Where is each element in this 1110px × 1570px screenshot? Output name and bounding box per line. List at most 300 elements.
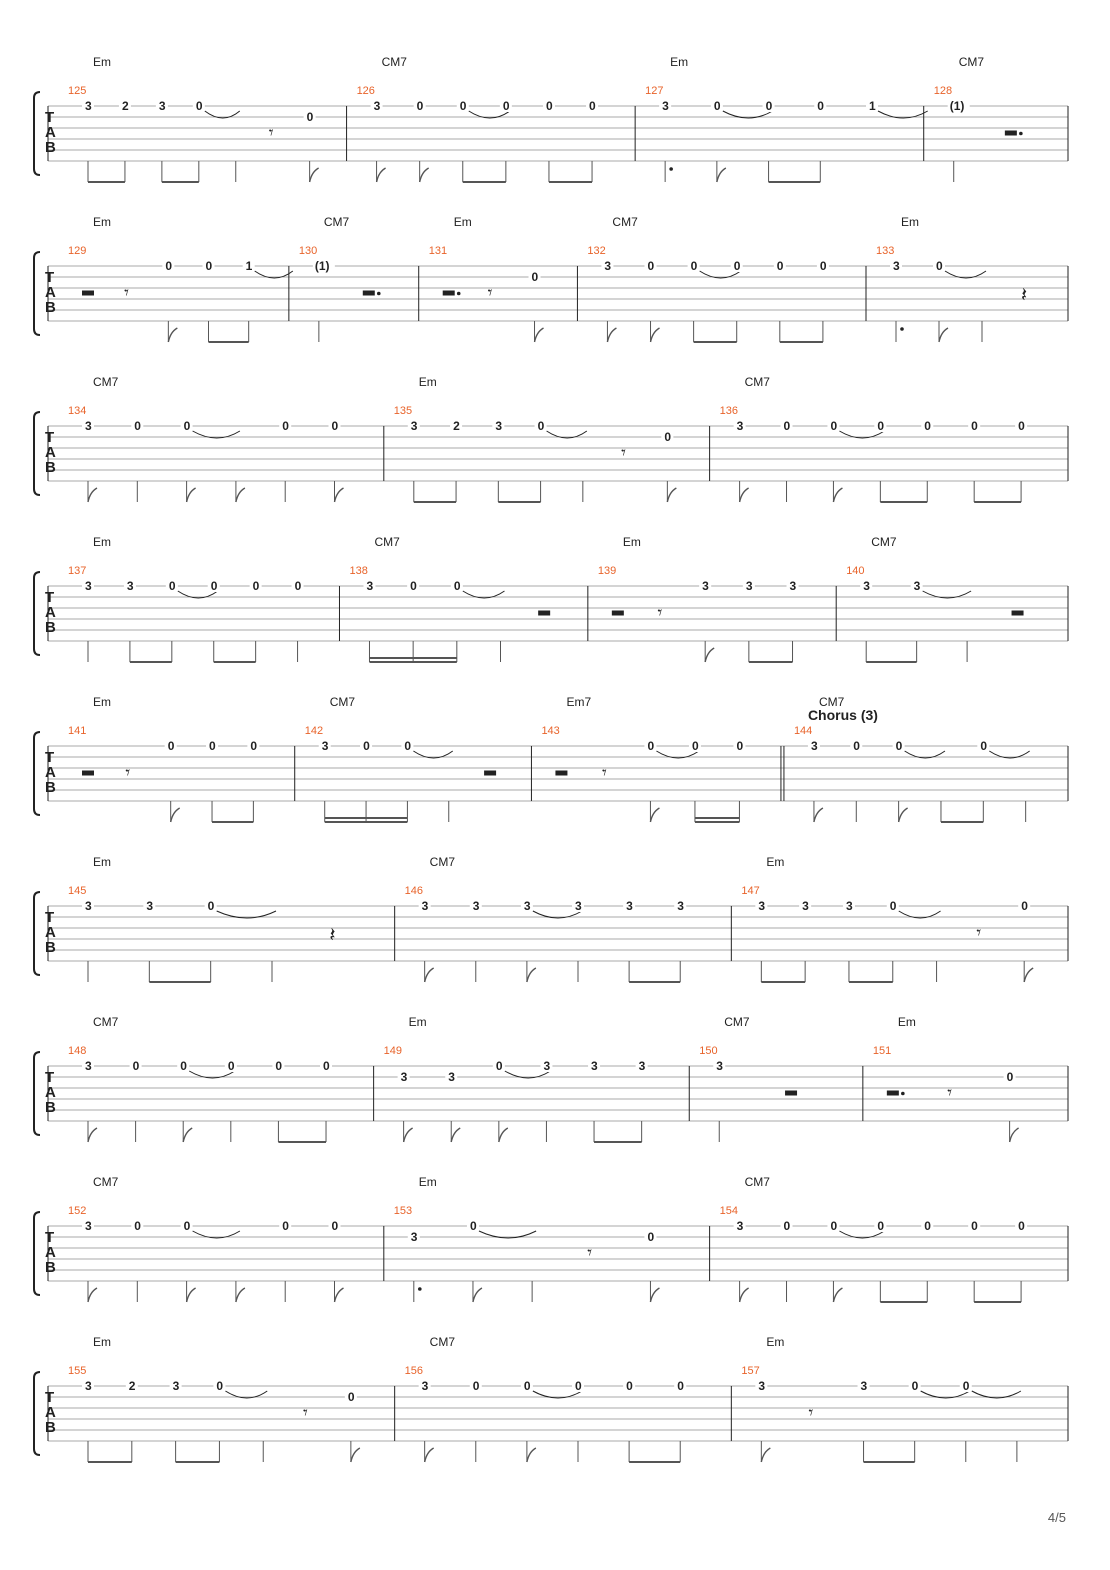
fret-number: 0 — [227, 1059, 235, 1073]
note-flag — [425, 968, 434, 982]
chord-name: CM7 — [744, 375, 770, 389]
eighth-rest: 𝄾 — [621, 442, 626, 463]
fret-number: 3 — [702, 579, 709, 593]
note-flag — [650, 808, 659, 822]
measure-number: 153 — [393, 1205, 413, 1217]
chord-name: CM7 — [93, 375, 119, 389]
fret-number: 3 — [158, 99, 166, 113]
fret-number: 0 — [626, 1379, 633, 1393]
chord-name: Em — [418, 375, 437, 389]
fret-number: 3 — [604, 259, 612, 273]
fret-number: 0 — [165, 259, 173, 273]
fret-number: 0 — [817, 99, 824, 113]
measure-number: 142 — [304, 725, 324, 737]
fret-number: 0 — [783, 1219, 791, 1233]
fret-number: 0 — [209, 739, 216, 753]
fret-number: 3 — [172, 1379, 180, 1393]
note-flag — [651, 328, 660, 342]
fret-number: 0 — [830, 1219, 838, 1233]
note-flag — [1024, 968, 1033, 982]
tab-clef-letter: T — [45, 909, 55, 926]
tab-clef-letter: T — [45, 269, 55, 286]
note-flag — [335, 1288, 344, 1302]
note-flag — [833, 488, 842, 502]
fret-number: 0 — [783, 419, 791, 433]
fret-number: 0 — [132, 1059, 140, 1073]
fret-number: 0 — [647, 1230, 655, 1244]
note-flag — [717, 168, 726, 182]
note-flag — [740, 488, 749, 502]
rest-dot — [377, 292, 381, 296]
note-flag — [607, 328, 616, 342]
tab-clef-letter: T — [45, 109, 55, 126]
measure-number: 132 — [587, 245, 606, 257]
chord-name: CM7 — [429, 1335, 456, 1349]
fret-number: 0 — [691, 739, 699, 753]
fret-number: 3 — [860, 1379, 868, 1393]
fret-number: 3 — [85, 99, 92, 113]
fret-number: 3 — [472, 899, 480, 913]
fret-number: 0 — [776, 259, 784, 273]
note-flag — [939, 328, 948, 342]
chord-name: CM7 — [429, 855, 456, 869]
quarter-rest: 𝄽 — [1021, 284, 1028, 307]
fret-number: 0 — [210, 579, 218, 593]
tab-clef-letter: A — [45, 924, 56, 941]
measure-number: 138 — [349, 565, 368, 577]
tab-clef-letter: A — [45, 444, 56, 461]
measure-number: 139 — [597, 565, 617, 577]
chord-name: CM7 — [744, 1175, 770, 1189]
fret-number: 0 — [936, 259, 943, 273]
fret-number: 0 — [168, 579, 176, 593]
fret-number: 3 — [126, 579, 134, 593]
fret-number: 0 — [469, 1219, 477, 1233]
tab-clef-letter: B — [45, 939, 56, 956]
note-flag — [171, 808, 180, 822]
eighth-rest: 𝄾 — [657, 602, 663, 623]
eighth-rest: 𝄾 — [125, 762, 131, 783]
note-flag — [335, 488, 344, 502]
fret-number: 0 — [183, 419, 191, 433]
system-bracket — [34, 412, 40, 495]
rest-dot — [457, 292, 461, 296]
half-rest — [612, 611, 624, 616]
fret-number: 3 — [321, 739, 329, 753]
fret-number: 0 — [690, 259, 698, 273]
measure-number: 137 — [68, 565, 87, 577]
note-flag — [761, 1448, 770, 1462]
fret-number: 3 — [85, 419, 92, 433]
eighth-rest: 𝄾 — [587, 1242, 593, 1263]
fret-number: 0 — [404, 739, 412, 753]
measure-number: 136 — [719, 405, 738, 417]
fret-number: 3 — [448, 1070, 455, 1084]
note-dot — [669, 167, 673, 171]
fret-number: 0 — [282, 1219, 289, 1233]
fret-number: 0 — [250, 739, 258, 753]
measure-number: 149 — [383, 1045, 402, 1057]
fret-number: 3 — [85, 1379, 92, 1393]
chord-name: Em — [93, 695, 111, 709]
note-flag — [814, 808, 823, 822]
fret-number: 0 — [819, 259, 827, 273]
fret-number: 0 — [331, 419, 339, 433]
chord-name: Em — [93, 535, 111, 549]
fret-number: 0 — [971, 1219, 978, 1233]
chord-name: Em — [670, 55, 689, 69]
fret-number: 0 — [472, 1379, 480, 1393]
system-bracket — [34, 1372, 40, 1455]
section-marker: Chorus (3) — [807, 707, 878, 723]
note-flag — [499, 1128, 508, 1142]
measure-number: 157 — [741, 1365, 760, 1377]
fret-number: 1 — [245, 259, 253, 273]
eighth-rest: 𝄾 — [124, 282, 129, 303]
fret-number: 3 — [373, 99, 381, 113]
fret-number: 0 — [531, 270, 539, 284]
fret-number: 3 — [421, 899, 429, 913]
measure-number: 150 — [699, 1045, 718, 1057]
fret-number: 0 — [647, 739, 655, 753]
fret-number: 0 — [134, 1219, 141, 1233]
measure-number: 144 — [793, 725, 813, 737]
half-rest — [443, 291, 455, 296]
fret-number: 1 — [869, 99, 876, 113]
tab-clef-letter: A — [45, 124, 56, 141]
half-rest — [363, 291, 375, 296]
fret-number: 3 — [893, 259, 900, 273]
fret-number: 3 — [146, 899, 154, 913]
note-flag — [377, 168, 386, 182]
chord-name: Em — [622, 535, 641, 549]
fret-number: 0 — [980, 739, 987, 753]
note-flag — [310, 168, 319, 182]
fret-number: 0 — [1006, 1070, 1014, 1084]
fret-number: 3 — [410, 419, 418, 433]
note-flag — [535, 328, 544, 342]
measure-number: 146 — [404, 885, 424, 897]
fret-number: 0 — [647, 259, 655, 273]
measure-number: 125 — [68, 85, 87, 97]
fret-number: 3 — [802, 899, 809, 913]
measure-number: 133 — [876, 245, 895, 257]
note-flag — [833, 1288, 842, 1302]
fret-number: 3 — [85, 1219, 92, 1233]
fret-number: 0 — [453, 579, 461, 593]
fret-number: 0 — [347, 1390, 355, 1404]
tab-clef-letter: A — [45, 284, 56, 301]
note-flag — [420, 168, 429, 182]
tab-clef-letter: B — [45, 1099, 56, 1116]
measure-number: 127 — [645, 85, 664, 97]
measure-number: 131 — [428, 245, 448, 257]
fret-number: 3 — [810, 739, 818, 753]
chord-name: CM7 — [93, 1175, 119, 1189]
fret-number: 3 — [913, 579, 921, 593]
fret-number: 0 — [589, 99, 596, 113]
chord-name: Em — [766, 855, 785, 869]
fret-number: 3 — [575, 899, 582, 913]
chord-name: CM7 — [323, 215, 350, 229]
note-flag — [667, 488, 676, 502]
fret-number: 0 — [331, 1219, 339, 1233]
tab-clef-letter: T — [45, 749, 55, 766]
chord-name: Em — [93, 55, 111, 69]
fret-number: 0 — [537, 419, 545, 433]
fret-number: 3 — [366, 579, 374, 593]
fret-number: 0 — [765, 99, 773, 113]
fret-number: 0 — [252, 579, 260, 593]
note-flag — [473, 1288, 482, 1302]
tab-clef-letter: A — [45, 1084, 56, 1101]
chord-name: Em — [453, 215, 472, 229]
fret-number: 0 — [205, 259, 213, 273]
note-flag — [425, 1448, 434, 1462]
fret-number: 3 — [736, 1219, 744, 1233]
page-number: 4/5 — [1047, 1510, 1066, 1525]
tab-clef-letter: B — [45, 779, 56, 796]
chord-name: CM7 — [871, 535, 897, 549]
tab-clef-letter: T — [45, 1229, 55, 1246]
system-bracket — [34, 92, 40, 175]
fret-number: 0 — [1018, 419, 1025, 433]
fret-number: 0 — [275, 1059, 283, 1073]
quarter-rest: 𝄽 — [329, 924, 336, 947]
fret-number: 3 — [400, 1070, 408, 1084]
half-rest — [1012, 611, 1024, 616]
half-rest — [887, 1091, 899, 1096]
fret-number: (1) — [314, 259, 330, 273]
tab-clef-letter: B — [45, 1419, 56, 1436]
tab-clef-letter: B — [45, 459, 56, 476]
note-flag — [168, 328, 177, 342]
note-flag — [1010, 1128, 1019, 1142]
note-flag — [183, 1128, 192, 1142]
fret-number: 3 — [495, 419, 503, 433]
fret-number: 0 — [853, 739, 860, 753]
measure-number: 134 — [68, 405, 87, 417]
tab-clef-letter: B — [45, 1259, 56, 1276]
fret-number: 3 — [863, 579, 870, 593]
chord-name: Em — [766, 1335, 785, 1349]
note-flag — [236, 488, 245, 502]
chord-name: Em — [93, 855, 111, 869]
fret-number: 0 — [207, 899, 215, 913]
note-flag — [527, 1448, 536, 1462]
half-rest — [1005, 131, 1017, 136]
fret-number: 0 — [459, 99, 467, 113]
half-rest — [538, 611, 550, 616]
measure-number: 130 — [298, 245, 318, 257]
fret-number: 3 — [421, 1379, 429, 1393]
note-flag — [351, 1448, 360, 1462]
note-dot — [900, 327, 904, 331]
measure-number: 126 — [356, 85, 375, 97]
half-rest — [555, 771, 567, 776]
chord-name: CM7 — [612, 215, 638, 229]
note-flag — [88, 488, 97, 502]
fret-number: 3 — [591, 1059, 598, 1073]
fret-number: 3 — [758, 1379, 766, 1393]
tab-clef-letter: T — [45, 1389, 55, 1406]
note-flag — [236, 1288, 245, 1302]
fret-number: 0 — [294, 579, 302, 593]
system-bracket — [34, 252, 40, 335]
note-flag — [404, 1128, 413, 1142]
fret-number: 0 — [924, 419, 931, 433]
fret-number: 3 — [638, 1059, 646, 1073]
note-flag — [88, 1288, 97, 1302]
fret-number: 2 — [128, 1379, 136, 1393]
half-rest — [785, 1091, 797, 1096]
fret-number: 0 — [216, 1379, 224, 1393]
fret-number: 0 — [713, 99, 721, 113]
fret-number: 3 — [677, 899, 684, 913]
chord-name: CM7 — [818, 695, 845, 709]
fret-number: 0 — [495, 1059, 503, 1073]
fret-number: (1) — [949, 99, 965, 113]
measure-number: 145 — [68, 885, 87, 897]
measure-number: 148 — [68, 1045, 87, 1057]
note-flag — [187, 1288, 196, 1302]
fret-number: 2 — [121, 99, 129, 113]
tab-clef-letter: B — [45, 139, 56, 156]
note-flag — [451, 1128, 460, 1142]
fret-number: 0 — [575, 1379, 582, 1393]
fret-number: 0 — [911, 1379, 919, 1393]
fret-number: 0 — [523, 1379, 531, 1393]
measure-number: 135 — [393, 405, 413, 417]
note-flag — [187, 488, 196, 502]
fret-number: 3 — [758, 899, 766, 913]
chord-name: Em — [901, 215, 919, 229]
tab-clef-letter: B — [45, 299, 56, 316]
fret-number: 0 — [677, 1379, 684, 1393]
rest-dot — [1019, 132, 1023, 136]
chord-name: Em — [897, 1015, 916, 1029]
fret-number: 3 — [626, 899, 633, 913]
eighth-rest: 𝄾 — [947, 1082, 953, 1103]
fret-number: 0 — [962, 1379, 970, 1393]
measure-number: 128 — [933, 85, 953, 97]
fret-number: 0 — [363, 739, 370, 753]
rest-dot — [901, 1092, 905, 1096]
chord-name: Em7 — [566, 695, 592, 709]
chord-name: CM7 — [93, 1015, 119, 1029]
fret-number: 0 — [545, 99, 553, 113]
measure-number: 147 — [741, 885, 760, 897]
fret-number: 0 — [323, 1059, 330, 1073]
fret-number: 0 — [167, 739, 175, 753]
fret-number: 3 — [523, 899, 531, 913]
fret-number: 0 — [971, 419, 978, 433]
measure-number: 151 — [872, 1045, 892, 1057]
tab-clef-letter: A — [45, 604, 56, 621]
fret-number: 0 — [924, 1219, 931, 1233]
eighth-rest: 𝄾 — [976, 922, 982, 943]
tab-clef-letter: A — [45, 764, 56, 781]
chord-name: CM7 — [381, 55, 407, 69]
eighth-rest: 𝄾 — [303, 1402, 308, 1423]
eighth-rest: 𝄾 — [487, 282, 493, 303]
chord-name: CM7 — [374, 535, 400, 549]
eighth-rest: 𝄾 — [808, 1402, 814, 1423]
fret-number: 0 — [733, 259, 741, 273]
fret-number: 3 — [736, 419, 744, 433]
system-bracket — [34, 732, 40, 815]
fret-number: 0 — [877, 419, 885, 433]
fret-number: 3 — [543, 1059, 551, 1073]
system-bracket — [34, 892, 40, 975]
fret-number: 0 — [877, 1219, 885, 1233]
chord-name: CM7 — [724, 1015, 750, 1029]
fret-number: 0 — [410, 579, 417, 593]
fret-number: 3 — [745, 579, 753, 593]
half-rest — [82, 771, 94, 776]
measure-number: 143 — [541, 725, 560, 737]
fret-number: 0 — [1021, 899, 1028, 913]
fret-number: 0 — [183, 1219, 191, 1233]
fret-number: 3 — [85, 899, 92, 913]
tab-clef-letter: T — [45, 589, 55, 606]
fret-number: 0 — [1018, 1219, 1025, 1233]
note-dot — [418, 1287, 422, 1291]
fret-number: 2 — [453, 419, 460, 433]
measure-number: 156 — [404, 1365, 424, 1377]
tab-clef-letter: A — [45, 1404, 56, 1421]
system-bracket — [34, 1212, 40, 1295]
note-flag — [740, 1288, 749, 1302]
note-flag — [88, 1128, 97, 1142]
fret-number: 0 — [195, 99, 203, 113]
fret-number: 0 — [830, 419, 838, 433]
measure-number: 155 — [68, 1365, 87, 1377]
fret-number: 0 — [134, 419, 141, 433]
fret-number: 0 — [736, 739, 744, 753]
fret-number: 0 — [502, 99, 510, 113]
fret-number: 3 — [85, 579, 92, 593]
note-flag — [899, 808, 908, 822]
tab-clef-letter: T — [45, 429, 55, 446]
chord-name: Em — [93, 1335, 111, 1349]
fret-number: 3 — [410, 1230, 418, 1244]
fret-number: 0 — [180, 1059, 187, 1073]
note-flag — [705, 648, 714, 662]
measure-number: 154 — [719, 1205, 738, 1217]
tab-clef-letter: A — [45, 1244, 56, 1261]
half-rest — [484, 771, 496, 776]
chord-name: CM7 — [329, 695, 356, 709]
measure-number: 152 — [68, 1205, 87, 1217]
fret-number: 3 — [716, 1059, 723, 1073]
fret-number: 0 — [416, 99, 424, 113]
measure-number: 129 — [68, 245, 87, 257]
fret-number: 0 — [282, 419, 289, 433]
system-bracket — [34, 1052, 40, 1135]
measure-number: 141 — [68, 725, 87, 737]
note-flag — [650, 1288, 659, 1302]
eighth-rest: 𝄾 — [601, 762, 607, 783]
tab-clef-letter: B — [45, 619, 56, 636]
chord-name: Em — [408, 1015, 427, 1029]
fret-number: 0 — [306, 110, 314, 124]
chord-name: CM7 — [958, 55, 985, 69]
fret-number: 0 — [889, 899, 897, 913]
eighth-rest: 𝄾 — [268, 122, 274, 143]
fret-number: 0 — [895, 739, 903, 753]
tab-clef-letter: T — [45, 1069, 55, 1086]
